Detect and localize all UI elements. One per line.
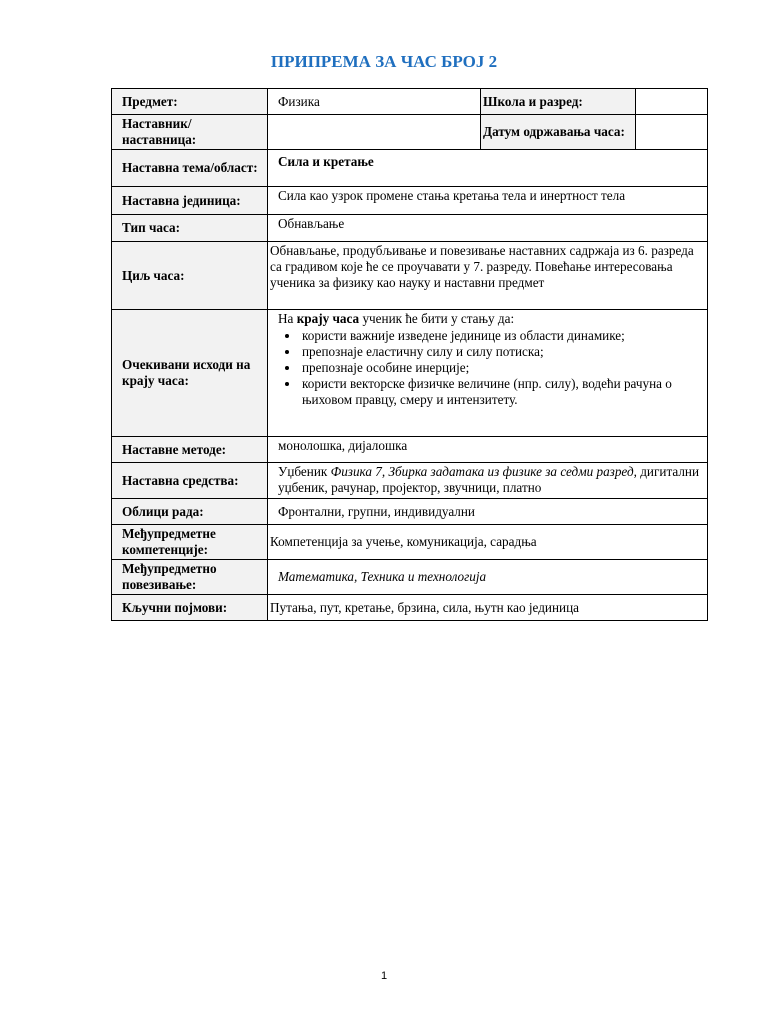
forms-label: Облици рада: — [112, 499, 268, 525]
row-subject — [112, 89, 708, 115]
outcomes-label: Очекивани исходи на крају часа: — [112, 310, 268, 437]
methods-label: Наставне методе: — [112, 437, 268, 463]
school-label: Школа и разред: — [481, 89, 636, 115]
competences-label: Међупредметне компетенције: — [112, 525, 268, 560]
resources-label: Наставна средства: — [112, 463, 268, 499]
correlation-label: Међупредметно повезивање: — [112, 560, 268, 595]
document-title: ПРИПРЕМА ЗА ЧАС БРОЈ 2 — [270, 52, 498, 71]
type-label: Тип часа: — [112, 215, 268, 242]
unit-value: Сила као узрок промене стања кретања тела и инертност тела — [268, 187, 708, 215]
school-value — [636, 89, 708, 115]
date-value — [636, 115, 708, 150]
row-resources — [112, 463, 708, 499]
teacher-label: Наставник/ наставница: — [112, 115, 268, 150]
outcomes-intro-suffix: ученик ће бити у стању да: — [359, 311, 515, 326]
row-unit — [112, 187, 708, 215]
forms-value: Фронтални, групни, индивидуални — [268, 499, 708, 525]
outcome-item: • користи векторске физичке величине (нпр. силу), водећи рачуна о њиховом правцу, смеру и интензитету. — [300, 376, 705, 408]
resources-italic: Физика 7, Збирка задатака из физике за седми разред — [330, 464, 634, 479]
subject-label: Предмет: — [112, 89, 268, 115]
row-correlation — [112, 560, 708, 595]
type-value: Обнављање — [268, 215, 708, 242]
outcomes-intro — [278, 311, 705, 327]
row-methods — [112, 437, 708, 463]
row-competences — [112, 525, 708, 560]
outcomes-cell — [268, 310, 708, 437]
resources-prefix: Уџбеник — [278, 464, 331, 479]
outcomes-list — [278, 328, 705, 408]
resources-value — [268, 463, 708, 499]
outcomes-intro-prefix: На — [278, 311, 297, 326]
row-keywords — [112, 595, 708, 621]
outcomes-intro-bold: крају часа — [296, 311, 360, 326]
competences-value: Компетенција за учење, комуникација, сарадња — [268, 525, 708, 560]
page-number: 1 — [380, 970, 388, 982]
topic-label: Наставна тема/област: — [112, 150, 268, 187]
row-teacher — [112, 115, 708, 150]
date-label: Датум одржавања часа: — [481, 115, 636, 150]
methods-value: монолошка, дијалошка — [268, 437, 708, 463]
row-topic — [112, 150, 708, 187]
keywords-value: Путања, пут, кретање, брзина, сила, њутн као јединица — [268, 595, 708, 621]
unit-label: Наставна јединица: — [112, 187, 268, 215]
topic-value: Сила и кретање — [268, 150, 708, 187]
goal-value: Обнављање, продубљивање и повезивање наставних садржаја из 6. разреда са градивом које ће се проучавати у 7. разреду. Повећање интересовања ученика за физику као науку и наставни предмет — [268, 242, 708, 310]
subject-value: Физика — [268, 89, 481, 115]
row-outcomes — [112, 310, 708, 437]
resources-suffix: , дигитални уџбеник, рачунар, пројектор, звучници, платно — [278, 464, 700, 495]
outcome-item: • препознаје еластичну силу и силу потиска; — [300, 344, 705, 360]
outcome-item: • препознаје особине инерције; — [300, 360, 705, 376]
row-goal — [112, 242, 708, 310]
correlation-value: Математика, Техника и технологија — [268, 560, 708, 595]
teacher-value — [268, 115, 481, 150]
outcome-item: • користи важније изведене јединице из области динамике; — [300, 328, 705, 344]
goal-label: Циљ часа: — [112, 242, 268, 310]
lesson-plan-table — [111, 88, 708, 621]
row-forms — [112, 499, 708, 525]
row-type — [112, 215, 708, 242]
keywords-label: Кључни појмови: — [112, 595, 268, 621]
